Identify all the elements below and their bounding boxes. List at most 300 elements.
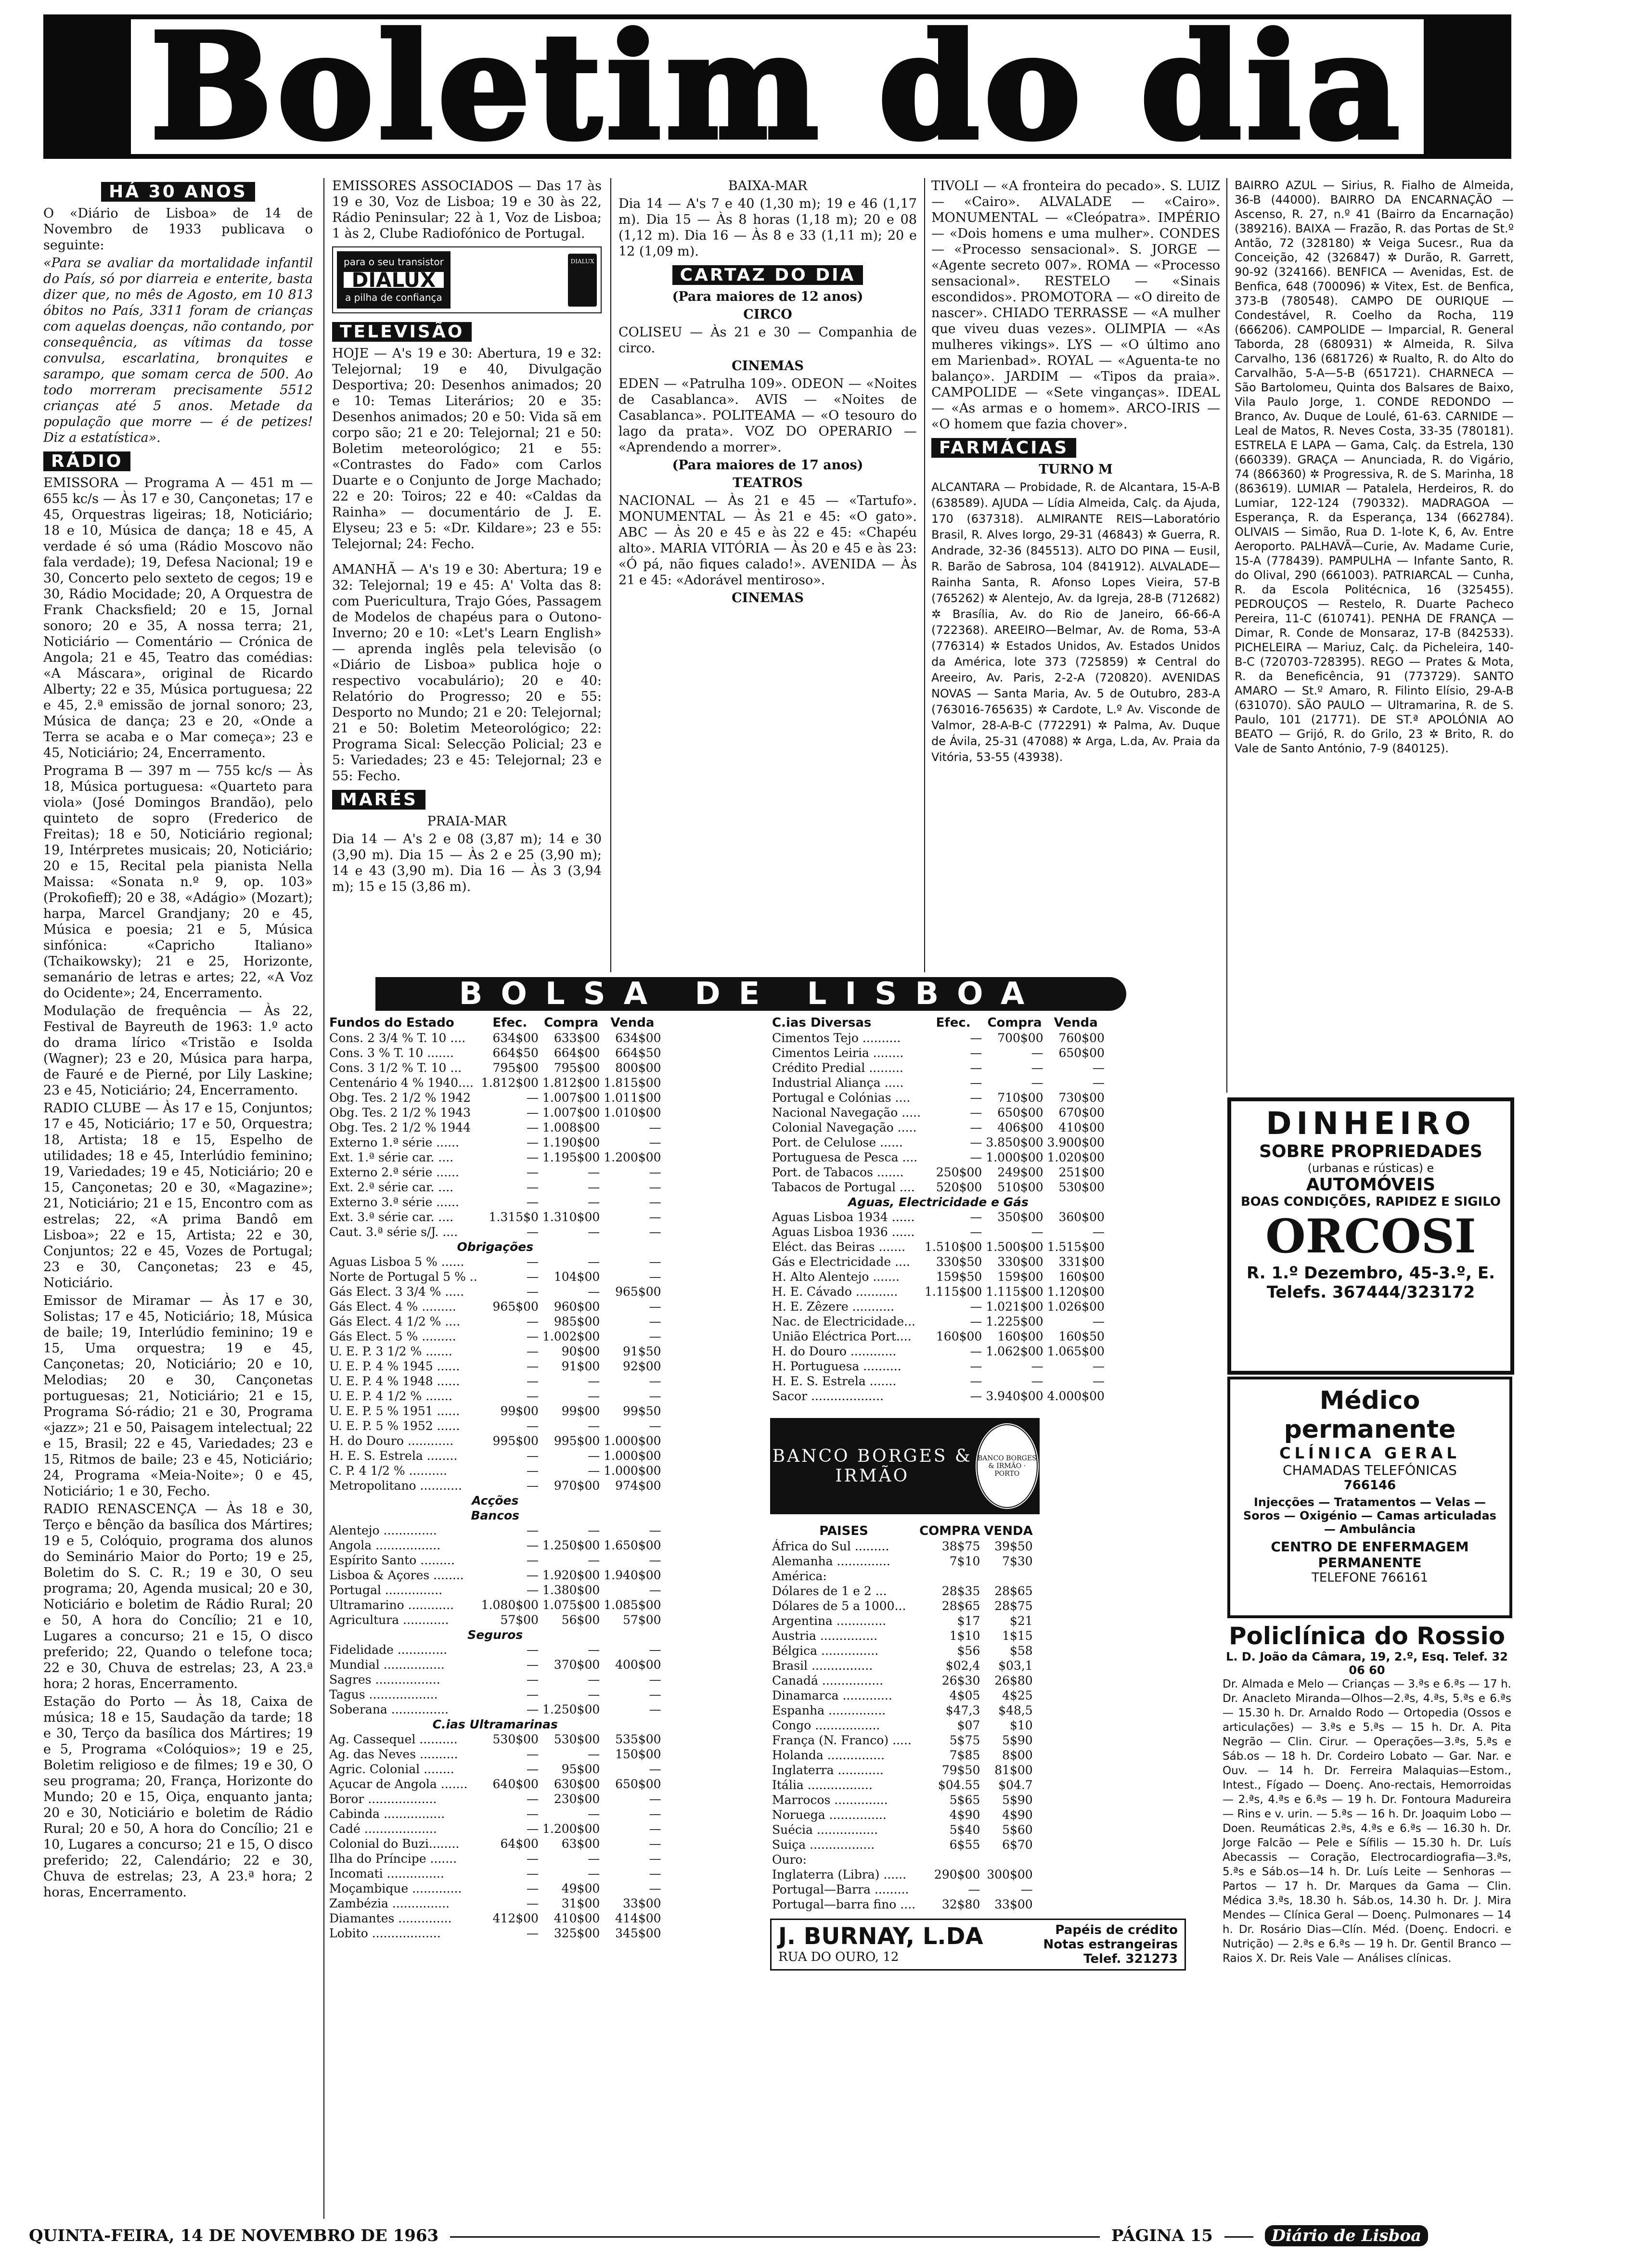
radio-header: RÁDIO bbox=[43, 451, 130, 471]
row-value: — bbox=[526, 1106, 539, 1120]
row-label: Cadé ................... bbox=[329, 1822, 437, 1836]
bolsa-left bbox=[327, 1016, 760, 1941]
aguas-header: Aguas, Electricidade e Gás bbox=[848, 1195, 1029, 1209]
table-row bbox=[327, 1359, 663, 1374]
table-row bbox=[327, 1180, 663, 1195]
aguas-rows bbox=[770, 1210, 1107, 1404]
row-value: — bbox=[526, 1747, 539, 1761]
row-label: Brasil ................ bbox=[772, 1659, 873, 1673]
obrigacoes-rows bbox=[327, 1254, 663, 1493]
table-row bbox=[327, 1687, 663, 1702]
table-row bbox=[770, 1075, 1107, 1090]
table-row bbox=[327, 1866, 663, 1881]
table-row bbox=[770, 1554, 1035, 1569]
row-value: 330$50 bbox=[936, 1255, 982, 1269]
row-value: 3.850$00 bbox=[986, 1135, 1043, 1149]
row-label: Espírito Santo ......... bbox=[329, 1553, 455, 1567]
row-value: — bbox=[970, 1046, 982, 1060]
table-row bbox=[770, 1748, 1035, 1763]
row-value: — bbox=[649, 1792, 661, 1806]
table-row bbox=[327, 1329, 663, 1344]
row-value: 3.900$00 bbox=[1047, 1135, 1105, 1149]
row-label: Ext. 1.ª série car. .... bbox=[329, 1150, 454, 1164]
row-value: — bbox=[970, 1344, 982, 1358]
bolsa-title: BOLSA DE LISBOA bbox=[375, 977, 1126, 1011]
table-row bbox=[770, 1718, 1035, 1733]
diversas-rows bbox=[770, 1031, 1107, 1195]
table-row bbox=[770, 1239, 1107, 1254]
row-label: Suiça ................. bbox=[772, 1838, 875, 1852]
row-value: 28$75 bbox=[994, 1599, 1033, 1613]
row-label: Suécia ................ bbox=[772, 1823, 878, 1837]
table-row bbox=[327, 1911, 663, 1926]
row-label: Portuguesa de Pesca .... bbox=[772, 1150, 918, 1164]
row-label: Mundial ................ bbox=[329, 1658, 445, 1672]
row-value: 4$90 bbox=[949, 1808, 980, 1822]
masthead-title: Boletim do dia bbox=[131, 19, 1423, 154]
row-value: 56$00 bbox=[561, 1613, 600, 1627]
table-row bbox=[770, 1778, 1035, 1792]
row-value: 1.000$00 bbox=[986, 1150, 1043, 1164]
row-value: 1.115$00 bbox=[925, 1285, 982, 1299]
row-value: 251$00 bbox=[1058, 1165, 1105, 1179]
row-value: — bbox=[649, 1673, 661, 1687]
row-label: Lobito .................. bbox=[329, 1926, 441, 1940]
row-value: — bbox=[588, 1867, 600, 1881]
row-value: — bbox=[1092, 1314, 1105, 1328]
row-value: — bbox=[526, 1926, 539, 1940]
row-value: 250$00 bbox=[936, 1165, 982, 1179]
row-value: 5$90 bbox=[1002, 1733, 1033, 1747]
table-row bbox=[770, 1852, 1035, 1867]
row-label: Zambézia ............... bbox=[329, 1896, 450, 1910]
row-value: 995$00 bbox=[554, 1434, 600, 1448]
column-3 bbox=[618, 178, 917, 608]
row-value: 410$00 bbox=[554, 1911, 600, 1925]
row-value: — bbox=[526, 1135, 539, 1149]
row-value: — bbox=[1020, 1882, 1033, 1896]
bolsa-right bbox=[770, 1016, 1227, 1971]
radio-p5: Emissor de Miramar — Às 17 e 30, Solistas; 17 e 45, Noticiário; 18, Música de baile; 19, Interlúdio feminino; 19 e 15, Uma orquestra; 19 e 45, Cançonetas; 20, Noticiário; 20 e 10, Melodias; 20 e 30, Cançonetas portuguesas; 21, Noticiário; 21 e 15, Programa Só-rádio; 21 e 30, Programa «jazz»; 21 e 50, Paisagem intelectual; 22 e 15, Brasil; 22 e 45, Variedades; 23 e 15, Ritmos de baile; 23 e 45, Noticiário; 24, Programa «Meia-Noite»; 0 e 45, Noticiário; 1 e 30, Fecho. bbox=[43, 1293, 313, 1499]
table-row bbox=[770, 1703, 1035, 1718]
row-label: Gás Elect. 5 % ......... bbox=[329, 1329, 456, 1343]
table-row bbox=[327, 1314, 663, 1329]
row-value: 1$10 bbox=[949, 1629, 980, 1643]
table-row bbox=[327, 1851, 663, 1866]
table-row bbox=[770, 1254, 1107, 1269]
row-value bbox=[982, 1569, 1034, 1584]
row-value: — bbox=[588, 1553, 600, 1567]
row-value: 159$50 bbox=[936, 1270, 982, 1284]
row-value: 410$00 bbox=[1058, 1121, 1105, 1134]
row-value: 1.515$00 bbox=[1047, 1240, 1105, 1254]
row-value: 104$00 bbox=[554, 1270, 600, 1284]
row-value: 5$65 bbox=[949, 1793, 980, 1807]
row-label: H. do Douro ............ bbox=[772, 1344, 897, 1358]
table-row bbox=[327, 1553, 663, 1568]
ha30-quote: «Para se avaliar da mortalidade infantil do País, só por diarreia e enterite, basta dizer que, no mês de Agosto, em 10 813 óbitos no País, 3311 foram de crianças com aquelas doenças, não contando, por consequência, as vítimas da tosse convulsa, escarlatina, bronquites e sarampo, que somam cerca de 500. Ao todo morreram precisamente 5512 crianças até 5 anos. Metade da população que morre — é de petizes! Diz a estatística». bbox=[43, 256, 313, 445]
row-value: — bbox=[526, 1195, 539, 1209]
radio-p7: Estação do Porto — Às 18, Caixa de música; 18 e 15, Saudação da tarde; 18 e 30, Terço da basílica dos Mártires; 19 e 5, Programa «Colóquios»; 19 e 25, Boletim religioso e de filmes; 19 e 30, O seu programa; 20, França, Horizonte do Mundo; 20 e 15, Oiça, enquanto janta; 20 e 30, Noticiário e boletim de Rádio Rural; 20 e 50, A hora do Concílio; 21 e 10, Lugares a concurso; 21 e 15, O disco preferido; 22, Calendário; 22 e 30, Chuva de estrelas; 23, A 23.ª hora; 2 horas, Encerramento. bbox=[43, 1694, 313, 1900]
table-row bbox=[770, 1389, 1107, 1404]
row-label: Colonial Navegação ..... bbox=[772, 1121, 917, 1134]
row-label: Holanda ............... bbox=[772, 1748, 885, 1762]
row-value: — bbox=[649, 1329, 661, 1343]
row-value: 650$00 bbox=[997, 1106, 1043, 1120]
row-value: 1.315$0 bbox=[489, 1210, 539, 1224]
table-row bbox=[327, 1657, 663, 1672]
row-label: Bélgica ............... bbox=[772, 1644, 879, 1658]
ha30-intro: O «Diário de Lisboa» de 14 de Novembro de 1933 publicava o seguinte: bbox=[43, 206, 313, 253]
row-value bbox=[917, 1569, 982, 1584]
row-label: Inglaterra ............ bbox=[772, 1763, 884, 1777]
bolsa-right-table: C.ias Diversas Efec. Compra Venda Cimentos Tejo .......... — 700$00 760$00 Cimentos Leiria ........ — — 650$00 Crédito Predial ......... — — — Industrial Aliança ..... — — — Portugal e Colónias .... — 710$00 730$00 Nacional Navegação ..... — 650$00 670$00 Colonial Navegação ..... — 406$00 410$00 Port. de Celulose ...... — 3.850$00 3.900$00 Portuguesa de Pesca .... — 1.000$00 1.020$00 Port. de Tabacos ....... 250$00 249$00 251$00 Tabacos de Portugal .... 520$00 510$00 530$00 Aguas, Electricidade e Gás Aguas Lisboa 1934 ...... — 350$00 360$00 Aguas Lisboa 1936 ...... — — — Eléct. das Beiras ....... 1.510$00 1.500$00 1.515$00 Gás e Electricidade .... 330$50 330$00 331$00 H. Alto Alentejo ....... 159$50 159$00 160$00 H. E. Cávado ........... 1.115$00 1.115$00 1.120$00 H. E. Zêzere ........... — 1.021$00 1.026$00 Nac. de Electricidade... — 1.225$00 — União Eléctrica Port.... 160$00 160$00 160$50 H. do Douro ............ — 1.062$00 1.065$00 H. Portuguesa .......... — — — H. E. S. Estrela ....... — — — Sacor ................... — 3.940$00 4.000$00 bbox=[770, 1016, 1107, 1404]
row-value: 8$00 bbox=[1002, 1748, 1033, 1762]
table-row bbox=[327, 1836, 663, 1851]
row-label: Nac. de Electricidade... bbox=[772, 1314, 915, 1328]
row-label: Obg. Tes. 2 1/2 % 1942 bbox=[329, 1091, 471, 1105]
row-label: U. E. P. 5 % 1951 ...... bbox=[329, 1404, 460, 1418]
medico-servicos: Injecções — Tratamentos — Velas — Soros — Oxigénio — Camas articuladas — Ambulância bbox=[1243, 1495, 1496, 1536]
row-label: Itália ................. bbox=[772, 1778, 873, 1792]
table-row bbox=[327, 1120, 663, 1135]
row-value: 360$00 bbox=[1058, 1210, 1105, 1224]
row-value: 965$00 bbox=[615, 1285, 661, 1299]
ha30-header: HÁ 30 ANOS bbox=[101, 182, 255, 202]
row-value: $48,5 bbox=[998, 1703, 1033, 1717]
table-row bbox=[327, 1777, 663, 1791]
row-value: 99$00 bbox=[561, 1404, 600, 1418]
policlinica-title: Policlínica do Rossio bbox=[1228, 1622, 1506, 1650]
row-label: Centenário 4 % 1940.... bbox=[329, 1076, 474, 1090]
row-value: — bbox=[649, 1419, 661, 1433]
row-value: 160$50 bbox=[1058, 1329, 1105, 1343]
table-row bbox=[327, 1926, 663, 1941]
row-value: — bbox=[649, 1180, 661, 1194]
row-value: — bbox=[970, 1076, 982, 1090]
row-value: — bbox=[526, 1479, 539, 1493]
row-value: 1$15 bbox=[1002, 1629, 1033, 1643]
row-value: 664$50 bbox=[492, 1046, 539, 1060]
row-value: 4.000$00 bbox=[1047, 1389, 1105, 1403]
table-row bbox=[327, 1031, 663, 1045]
cinemas2-text: TIVOLI — «A fronteira do pecado». S. LUIZ — «Cairo». ALVALADE — «Cairo». MONUMENTAL — «Cleópatra». IMPÉRIO — «Dois homens e uma mulher». CONDES — «Processo sensacional». S. JORGE — «Agente secreto 007». ROMA — «Processo sensacional». RESTELO — «Sinais escondidos». PROMOTORA — «O direito de nascer». CHIADO TERRASSE — «A mulher que viveu duas vezes». OLIMPIA — «As mulheres vikings». LYS — «O último ano em Marienbad». ROYAL — «Aguenta-te no balanço». JARDIM — «Tipos da praia». CAMPOLIDE — «Sete vinganças». IDEAL — «As armas e o homem». ARCO-IRIS — «O homem que fazia chover». bbox=[931, 179, 1220, 432]
row-value: — bbox=[1092, 1374, 1105, 1388]
row-label: Aguas Lisboa 1934 ...... bbox=[772, 1210, 915, 1224]
row-value: — bbox=[526, 1568, 539, 1582]
row-value: — bbox=[526, 1688, 539, 1701]
table-row bbox=[327, 1224, 663, 1239]
row-value: 1.650$00 bbox=[604, 1538, 661, 1552]
table-row bbox=[327, 1150, 663, 1165]
dinheiro-tel: Telefs. 367444/323172 bbox=[1266, 1283, 1475, 1302]
column-5 bbox=[1235, 178, 1514, 758]
row-label: Ultramarino ............ bbox=[329, 1598, 454, 1612]
row-value: — bbox=[526, 1180, 539, 1194]
burnay-ad bbox=[770, 1919, 1186, 1971]
table-row bbox=[770, 1763, 1035, 1778]
row-label: Aguas Lisboa 5 % ...... bbox=[329, 1255, 464, 1269]
row-label: Norte de Portugal 5 % .. bbox=[329, 1270, 477, 1284]
row-value: — bbox=[968, 1882, 980, 1896]
row-value: 4$05 bbox=[949, 1688, 980, 1702]
row-value: 39$50 bbox=[994, 1539, 1033, 1553]
row-value: 290$00 bbox=[934, 1868, 980, 1881]
row-value: 33$00 bbox=[994, 1897, 1033, 1911]
row-value: 38$75 bbox=[941, 1539, 980, 1553]
row-value: 1.000$00 bbox=[604, 1434, 661, 1448]
cinemas2-label: CINEMAS bbox=[732, 591, 804, 606]
table-row bbox=[327, 1672, 663, 1687]
row-value: — bbox=[1031, 1076, 1043, 1090]
row-value: 49$00 bbox=[561, 1881, 600, 1895]
row-value: — bbox=[649, 1270, 661, 1284]
row-value: 1.020$00 bbox=[1047, 1150, 1105, 1164]
row-value: $04.55 bbox=[938, 1778, 980, 1792]
row-value: 92$00 bbox=[623, 1359, 661, 1373]
row-label: Inglaterra (Libra) ...... bbox=[772, 1868, 907, 1881]
table-row bbox=[327, 1075, 663, 1090]
row-value: — bbox=[649, 1314, 661, 1328]
row-label: Cimentos Leiria ........ bbox=[772, 1046, 904, 1060]
maiores-17: (Para maiores de 17 anos) bbox=[672, 458, 863, 473]
table-row bbox=[770, 1165, 1107, 1180]
farmacias-text-1: ALCANTARA — Probidade, R. de Alcantara, 15-A-B (638589). AJUDA — Lídia Almeida, Calç. da Ajuda, 170 (637318). ALMIRANTE REIS—Laboratório Brasil, R. Alves Iorgo, 29-31 (46843) ✲ Guerra, R. Andrade, 32-36 (845513). ALTO DO PINA — Eusil, R. Barão de Sabrosa, 104 (841912). ALVALADE—Rainha Santa, R. Afonso Lopes Vieira, 57-B (765262) ✲ Alentejo, Av. da Igreja, 28-B (712682) ✲ Brasília, Av. do Rio de Janeiro, 66-66-A (722368). AREEIRO—Belmar, Av. de Roma, 53-A (776314) ✲ Estados Unidos, Av. Estados Unidos da América, lote 373 (725859) ✲ Central do Areeiro, Av. Paris, 2-2-A (720820). AVENIDAS NOVAS — Santa Maria, Av. 5 de Outubro, 283-A (763016-765635) ✲ Cardote, L.º Av. Visconde de Valmor, 28-A-B-C (772291) ✲ Palma, Av. Duque de Ávila, 25-31 (47088) ✲ Arga, L.da, Av. Praia da Vitória, 53-55 (43938). bbox=[931, 480, 1220, 764]
row-value: 414$00 bbox=[615, 1911, 661, 1925]
row-label: Aguas Lisboa 1936 ...... bbox=[772, 1225, 915, 1239]
row-label: Externo 3.ª série ...... bbox=[329, 1195, 459, 1209]
table-row bbox=[770, 1329, 1107, 1344]
row-value: — bbox=[649, 1195, 661, 1209]
row-value: — bbox=[649, 1852, 661, 1866]
table-row bbox=[770, 1045, 1107, 1060]
table-row bbox=[327, 1732, 663, 1747]
row-value: 412$00 bbox=[492, 1911, 539, 1925]
table-row bbox=[327, 1448, 663, 1463]
row-label: Metropolitano ........... bbox=[329, 1479, 462, 1493]
row-value: — bbox=[649, 1881, 661, 1895]
row-label: Dinamarca ............. bbox=[772, 1688, 892, 1702]
burnay-name: J. BURNAY, L.DA bbox=[778, 1923, 983, 1950]
row-value: 406$00 bbox=[997, 1121, 1043, 1134]
footer-page: PÁGINA 15 bbox=[1111, 2226, 1213, 2245]
table-row bbox=[327, 1135, 663, 1150]
row-label: Ilha do Príncipe ....... bbox=[329, 1852, 457, 1866]
table-row bbox=[770, 1837, 1035, 1852]
circo-label: CIRCO bbox=[743, 307, 792, 322]
row-value: 965$00 bbox=[492, 1300, 539, 1314]
row-value: 1.250$00 bbox=[542, 1702, 600, 1716]
row-value: 95$00 bbox=[561, 1762, 600, 1776]
medico-clinica: CLÍNICA GERAL bbox=[1279, 1444, 1460, 1462]
row-value: — bbox=[649, 1165, 661, 1179]
row-value: 1.190$00 bbox=[542, 1135, 600, 1149]
table-row bbox=[770, 1224, 1107, 1239]
row-label: U. E. P. 4 % 1945 ...... bbox=[329, 1359, 460, 1373]
row-value: 1.000$00 bbox=[604, 1464, 661, 1478]
bancos-rows bbox=[327, 1523, 663, 1627]
row-value: 1.011$00 bbox=[604, 1091, 661, 1105]
row-value: — bbox=[588, 1225, 600, 1239]
row-value: — bbox=[649, 1300, 661, 1314]
dinheiro-title: DINHEIRO bbox=[1266, 1106, 1476, 1142]
row-label: Tabacos de Portugal .... bbox=[772, 1180, 915, 1194]
table-row bbox=[327, 1045, 663, 1060]
row-value: 370$00 bbox=[554, 1658, 600, 1672]
praia-mar-label: PRAIA-MAR bbox=[427, 814, 507, 829]
row-value: — bbox=[649, 1389, 661, 1403]
divider bbox=[323, 178, 324, 2219]
row-value: 160$00 bbox=[997, 1329, 1043, 1343]
row-value: 535$00 bbox=[615, 1732, 661, 1746]
tv-amanha: AMANHÃ — A's 19 e 30: Abertura; 19 e 32: Telejornal; 19 e 45: A' Volta das 8: com Puericultura, Trajo Góes, Passagem de Modelos de chapéus para o Outono-Inverno; 20 e 10: «Let's Learn English» — aprenda inglês pela televisão (o «Diário de Lisboa» publica hoje o respectivo vocabulário); 20 e 40: Relatório do Progresso; 20 e 55: Desporto no Mundo; 21 e 20: Telejornal; 21 e 50: Boletim Meteorológico; 22: Programa Sical: Selecção Policial; 23 e 5: Variedades; 23 e 45: Telejornal; 23 e 55: Fecho. bbox=[332, 562, 602, 784]
row-value: — bbox=[526, 1225, 539, 1239]
row-value: — bbox=[970, 1150, 982, 1164]
row-value: — bbox=[526, 1643, 539, 1657]
row-value: 57$00 bbox=[500, 1613, 539, 1627]
row-label: Industrial Aliança ..... bbox=[772, 1076, 904, 1090]
row-value: 633$00 bbox=[554, 1031, 600, 1045]
row-label: Açucar de Angola ....... bbox=[329, 1777, 468, 1791]
row-value: 970$00 bbox=[554, 1479, 600, 1493]
row-label: Port. de Tabacos ....... bbox=[772, 1165, 904, 1179]
row-value: — bbox=[526, 1673, 539, 1687]
row-value: 1.065$00 bbox=[1047, 1344, 1105, 1358]
row-value: — bbox=[526, 1314, 539, 1328]
medico-num: 766146 bbox=[1343, 1478, 1396, 1493]
radio-p8: EMISSORES ASSOCIADOS — Das 17 às 19 e 30, Voz de Lisboa; 19 e 30 às 22, Rádio Peninsular; 22 à 1, Voz de Lisboa; 1 às 2, Clube Radiofónico de Portugal. bbox=[332, 179, 602, 241]
burnay-addr: RUA DO OURO, 12 bbox=[778, 1950, 899, 1964]
row-value: — bbox=[526, 1389, 539, 1403]
row-value: — bbox=[588, 1464, 600, 1478]
row-value: — bbox=[526, 1807, 539, 1821]
row-value: — bbox=[526, 1121, 539, 1134]
row-value: — bbox=[649, 1225, 661, 1239]
row-value: — bbox=[649, 1837, 661, 1851]
row-value: 32$80 bbox=[941, 1897, 980, 1911]
table-row bbox=[770, 1344, 1107, 1359]
dinheiro-addr: R. 1.º Dezembro, 45-3.º, E. bbox=[1247, 1263, 1495, 1283]
cinemas-label: CINEMAS bbox=[732, 359, 804, 374]
row-label: Cimentos Tejo .......... bbox=[772, 1031, 901, 1045]
row-value: 1.815$00 bbox=[604, 1076, 661, 1090]
divider bbox=[1226, 178, 1227, 1093]
row-value: — bbox=[526, 1867, 539, 1881]
row-value: 6$55 bbox=[949, 1838, 980, 1852]
row-label: Agric. Colonial ........ bbox=[329, 1762, 454, 1776]
column-2 bbox=[332, 178, 602, 897]
row-value: 520$00 bbox=[936, 1180, 982, 1194]
medico-ad bbox=[1227, 1377, 1512, 1618]
row-label: Sacor ................... bbox=[772, 1389, 884, 1403]
row-label: Dólares de 1 e 2 ... bbox=[772, 1584, 887, 1598]
divider bbox=[924, 178, 925, 972]
row-value: 1.000$00 bbox=[604, 1449, 661, 1463]
row-value: 1.002$00 bbox=[542, 1329, 600, 1343]
row-value: — bbox=[588, 1747, 600, 1761]
row-value: — bbox=[526, 1374, 539, 1388]
row-label: Incomati ............... bbox=[329, 1867, 444, 1881]
row-value: — bbox=[970, 1359, 982, 1373]
row-label: Moçambique ............. bbox=[329, 1881, 462, 1895]
row-value: 28$65 bbox=[941, 1599, 980, 1613]
row-value: 1.380$00 bbox=[542, 1583, 600, 1597]
row-value: — bbox=[649, 1822, 661, 1836]
row-value: 1.310$00 bbox=[542, 1210, 600, 1224]
bolsa-left-table: Fundos do Estado Efec. Compra Venda Cons. 2 3/4 % T. 10 .... 634$00 633$00 634$00 Cons. 3 % T. 10 ....... 664$50 664$00 664$50 Cons. 3 1/2 % T. 10 ... 795$00 795$00 800$00 Centenário 4 % 1940.... 1.812$00 1.812$00 1.815$00 Obg. Tes. 2 1/2 % 1942 — 1.007$00 1.011$00 Obg. Tes. 2 1/2 % 1943 — 1.007$00 1.010$00 Obg. Tes. 2 1/2 % 1944 — 1.008$00 — Externo 1.ª série ...... — 1.190$00 — Ext. 1.ª série car. .... — 1.195$00 1.200$00 Externo 2.ª série ...... — — — Ext. 2.ª série car. .... — — — Externo 3.ª série ...... — — — Ext. 3.ª série car. .... 1.315$0 1.310$00 — Caut. 3.ª série s/J. .... — — — Obrigações Aguas Lisboa 5 % ...... — — — Norte de Portugal 5 % .. — 104$00 — Gás Elect. 3 3/4 % ..... — — 965$00 Gás Elect. 4 % ......... 965$00 960$00 — Gás Elect. 4 1/2 % .... — 985$00 — Gás Elect. 5 % ......... — 1.002$00 — U. E. P. 3 1/2 % ....... — 90$00 91$50 U. E. P. 4 % 1945 ...... — 91$00 92$00 U. E. P. 4 % 1948 ...... — — — U. E. P. 4 1/2 % ....... — — — U. E. P. 5 % 1951 ...... 99$00 99$00 99$50 U. E. P. 5 % 1952 ...... — — — H. do Douro ............ 995$00 995$00 1.000$00 H. E. S. Estrela ........ — — 1.000$00 C. P. 4 1/2 % .......... — — 1.000$00 Metropolitano ........... — 970$00 974$00 Acções Bancos Alentejo .............. — — — Angola ................. — 1.250$00 1.650$00 Espírito Santo ......... — — — Lisboa & Açores ........ — 1.920$00 1.940$00 Portugal ............... — 1.380$00 — Ultramarino ............ 1.080$00 1.075$00 1.085$00 Agricultura ............ 57$00 56$00 57$00 Seguros Fidelidade ............. — — — Mundial ................ — 370$00 400$00 Sagres ................. — — — Tagus .................. — — — Soberana ............... — 1.250$00 — C.ias Ultramarinas Ag. Cassequel .......... 530$00 530$00 535$00 Ag. das Neves .......... — — 150$00 Agric. Colonial ........ — 95$00 — Açucar de Angola ....... 640$00 630$00 650$00 Boror .................. — 230$00 — Cabinda ................ — — — Cadé ................... — 1.200$00 — Colonial do Buzi........ 64$00 63$00 — Ilha do Príncipe ....... — — — Incomati ............... — — — Moçambique ............. — 49$00 — Zambézia ............... — 31$00 33$00 Diamantes .............. 412$00 410$00 414$00 Lobito .................. — 325$00 345$00 bbox=[327, 1016, 663, 1941]
row-label: Cabinda ................ bbox=[329, 1807, 445, 1821]
table-row bbox=[770, 1314, 1107, 1329]
row-label: U. E. P. 3 1/2 % ....... bbox=[329, 1344, 452, 1358]
row-label: Diamantes .............. bbox=[329, 1911, 452, 1925]
tv-hoje: HOJE — A's 19 e 30: Abertura, 19 e 32: Telejornal; 19 e 40, Divulgação Desportiva; 20: Desenhos animados; 20 e 10: Temas Literários; 20 e 35: Desenhos animados; 20 e 50: Vida sã em corpo são; 21 e 20: Telejornal; 21 e 50: Boletim meteorológico; 21 e 55: «Contrastes do Fado» com Carlos Duarte e o Conjunto de Jorge Machado; 22 e 20: Toiros; 22 e 40: «Caldas da Rainha» — documentário de J. E. Elyseu; 23 e 5: «Dr. Kildare»; 23 e 55: Telejornal; 24: Fecho. bbox=[332, 346, 602, 552]
row-label: Gás Elect. 4 1/2 % .... bbox=[329, 1314, 461, 1328]
dinheiro-auto: AUTOMÓVEIS bbox=[1306, 1175, 1436, 1195]
row-value: — bbox=[588, 1807, 600, 1821]
table-row bbox=[327, 1284, 663, 1299]
table-row bbox=[327, 1195, 663, 1210]
table-row bbox=[770, 1269, 1107, 1284]
banco-borges-ad bbox=[770, 1418, 1040, 1514]
row-value: 160$00 bbox=[1058, 1270, 1105, 1284]
row-value: — bbox=[649, 1702, 661, 1716]
row-value: — bbox=[970, 1135, 982, 1149]
table-row bbox=[327, 1821, 663, 1836]
row-label: H. Alto Alentejo ....... bbox=[772, 1270, 900, 1284]
table-row bbox=[327, 1433, 663, 1448]
row-value: 331$00 bbox=[1058, 1255, 1105, 1269]
table-row bbox=[770, 1060, 1107, 1075]
row-value: — bbox=[970, 1121, 982, 1134]
banco-borges-name: BANCO BORGES & IRMÃO bbox=[772, 1446, 972, 1486]
row-label: Cons. 3 1/2 % T. 10 ... bbox=[329, 1061, 462, 1075]
row-value: 960$00 bbox=[554, 1300, 600, 1314]
row-value: — bbox=[588, 1449, 600, 1463]
table-row bbox=[327, 1762, 663, 1777]
row-value: — bbox=[1031, 1061, 1043, 1075]
row-value: $58 bbox=[1010, 1644, 1033, 1658]
row-value: $10 bbox=[1010, 1718, 1033, 1732]
row-value: 230$00 bbox=[554, 1792, 600, 1806]
column-4 bbox=[931, 178, 1220, 767]
row-value: — bbox=[526, 1702, 539, 1716]
table-row bbox=[327, 1642, 663, 1657]
row-value: — bbox=[649, 1121, 661, 1134]
row-value: 345$00 bbox=[615, 1926, 661, 1940]
table-row bbox=[327, 1791, 663, 1806]
row-value: — bbox=[1092, 1076, 1105, 1090]
table-row bbox=[770, 1299, 1107, 1314]
table-row bbox=[770, 1150, 1107, 1165]
row-value: 1.085$00 bbox=[604, 1598, 661, 1612]
row-value: — bbox=[526, 1449, 539, 1463]
divider bbox=[610, 178, 611, 972]
row-value: 5$75 bbox=[949, 1733, 980, 1747]
row-value: 300$00 bbox=[987, 1868, 1033, 1881]
row-label: Portugal—Barra ......... bbox=[772, 1882, 909, 1896]
televisao-header: TELEVISÃO bbox=[332, 322, 472, 342]
table-row bbox=[327, 1210, 663, 1224]
row-value: — bbox=[970, 1091, 982, 1105]
row-value: 1.200$00 bbox=[604, 1150, 661, 1164]
footer-date: QUINTA-FEIRA, 14 DE NOVEMBRO DE 1963 bbox=[29, 2226, 439, 2245]
row-value: 99$50 bbox=[623, 1404, 661, 1418]
table-row bbox=[327, 1612, 663, 1627]
cambios-table: PAISES COMPRA VENDA África do Sul ......... 38$75 39$50 Alemanha .............. 7$10 7$30 América: Dólares de 1 e 2 ... 28$35 28$65 Dólares de 5 a 1000... 28$65 28$75 Argentina ............. $17 $21 Austria ............... 1$10 1$15 Bélgica ............... $56 $58 Brasil ................ $02,4 $03,1 Canadá ................ 26$30 26$80 Dinamarca ............. 4$05 4$25 Espanha ............... $47,3 $48,5 Congo ................. $07 $10 França (N. Franco) ..... 5$75 5$90 Holanda ............... 7$85 8$00 Inglaterra ............ 79$50 81$00 Itália ................. $04.55 $04.7 Marrocos .............. 5$65 5$90 Noruega ............... 4$90 4$90 Suécia ................ 5$40 5$60 Suiça ................. 6$55 6$70 Ouro: Inglaterra (Libra) ...... 290$00 300$00 Portugal—Barra ......... — — Portugal—barra fino .... 32$80 33$00 bbox=[770, 1524, 1035, 1912]
row-value: — bbox=[588, 1419, 600, 1433]
table-row bbox=[327, 1747, 663, 1762]
row-value: — bbox=[526, 1538, 539, 1552]
